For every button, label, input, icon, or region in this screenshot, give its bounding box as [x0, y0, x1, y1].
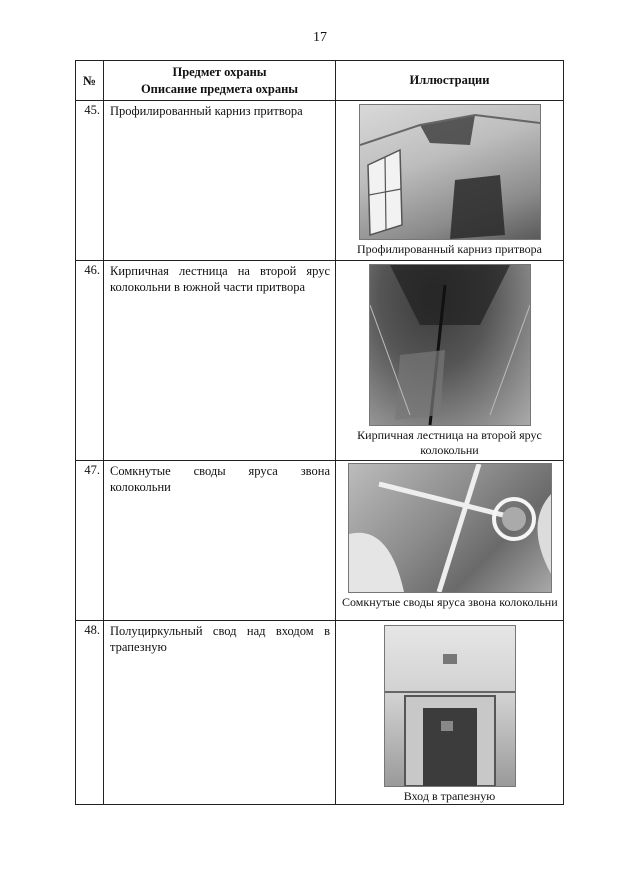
photo-refectory-entrance	[384, 625, 516, 787]
row-illustration	[336, 461, 564, 621]
photo-caption: Сомкнутые своды яруса звона колокольни	[342, 595, 558, 609]
row-description: Профилированный карниз притвора	[104, 101, 336, 261]
table-header-row	[76, 61, 564, 101]
row-number: 45.	[76, 101, 104, 261]
table-row	[76, 621, 564, 805]
row-illustration	[336, 101, 564, 261]
photo-caption: Кирпичная лестница на второй ярус колокольни	[357, 428, 542, 457]
table-row	[76, 461, 564, 621]
row-number: 48.	[76, 621, 104, 805]
photo-cornice	[359, 104, 541, 240]
row-description: Сомкнутые своды яруса звона колокольни	[104, 461, 336, 621]
page-number: 17	[313, 30, 327, 45]
table-row	[76, 261, 564, 461]
header-number: №	[76, 61, 104, 101]
photo-staircase	[369, 264, 531, 426]
header-subject	[104, 61, 336, 101]
photo-caption: Вход в трапезную	[403, 789, 496, 803]
header-subject-description: Описание предмета охраны	[140, 82, 299, 96]
heritage-table	[75, 60, 564, 805]
row-illustration	[336, 261, 564, 461]
row-illustration	[336, 621, 564, 805]
table-row	[76, 101, 564, 261]
row-description: Кирпичная лестница на второй ярус колокольни в южной части притвора	[104, 261, 336, 461]
header-illustrations: Иллюстрации	[336, 61, 564, 101]
photo-vaults	[348, 463, 552, 593]
row-number: 47.	[76, 461, 104, 621]
header-subject-title: Предмет охраны	[172, 65, 267, 79]
row-description: Полуциркульный свод над входом в трапезную	[104, 621, 336, 805]
photo-caption: Профилированный карниз притвора	[357, 242, 542, 256]
row-number: 46.	[76, 261, 104, 461]
